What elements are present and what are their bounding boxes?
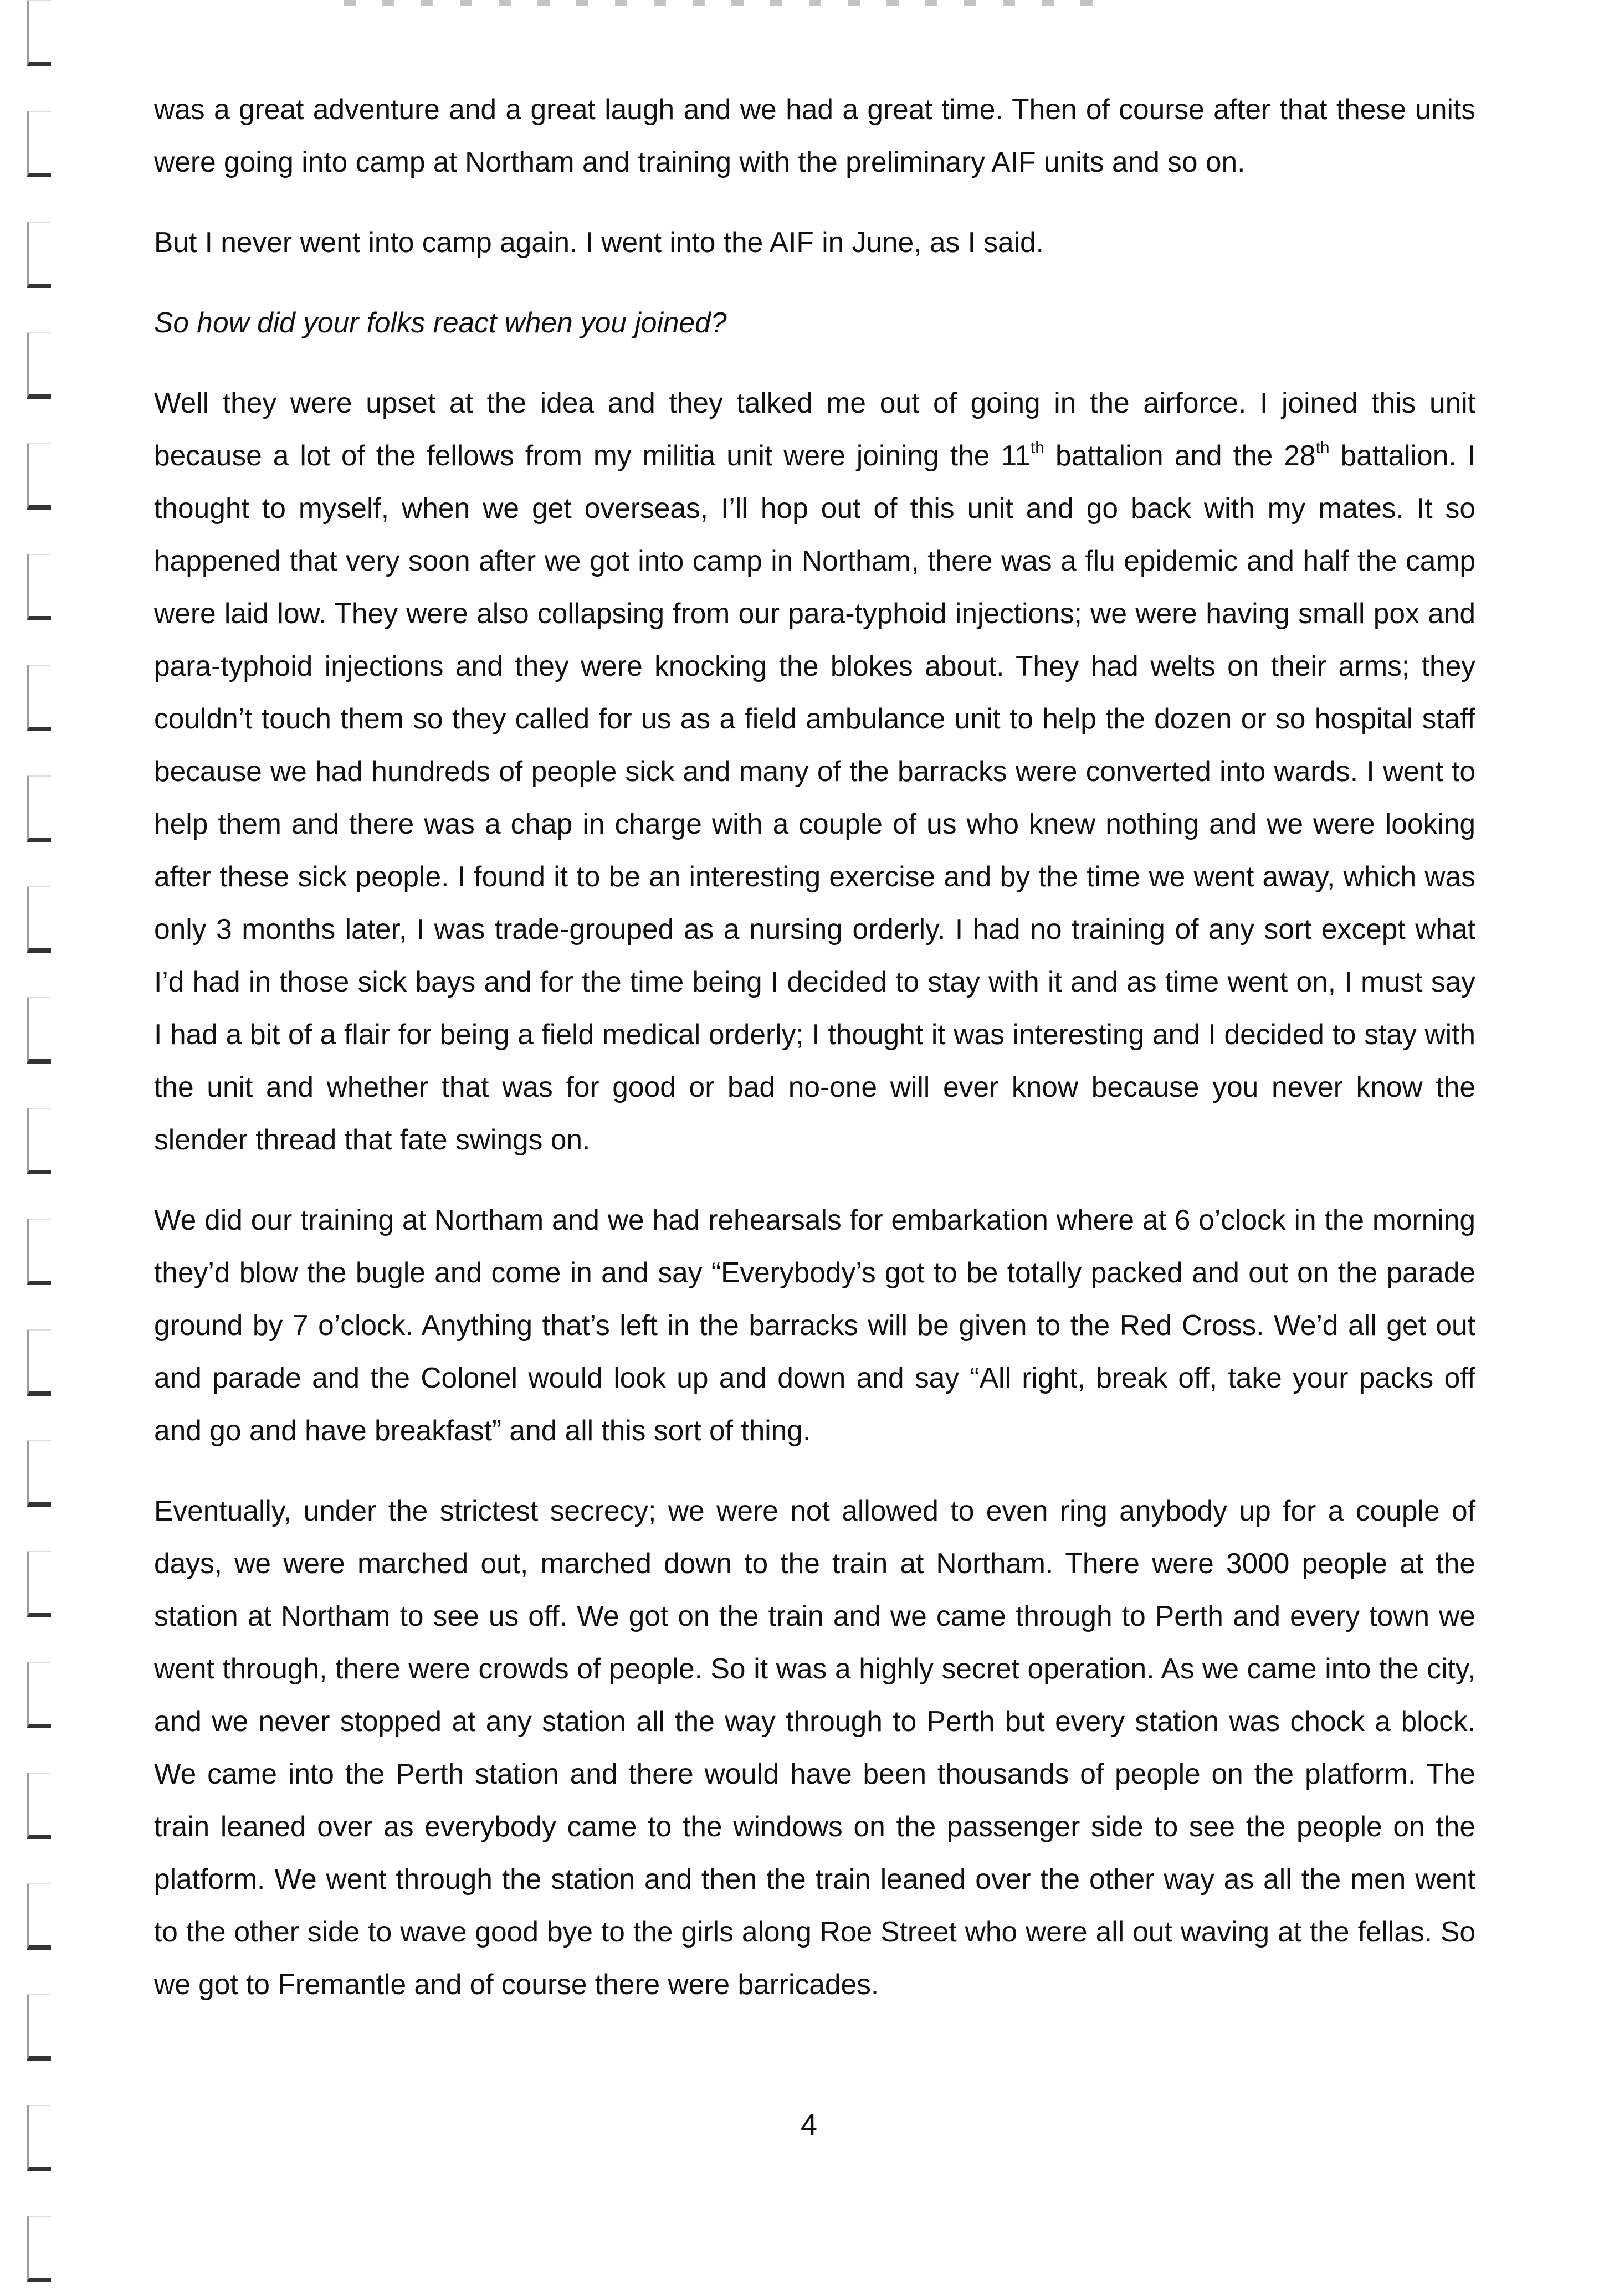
paragraph	[154, 377, 1475, 1166]
binding-mark	[27, 332, 51, 399]
paragraph-text: Well they were upset at the idea and they talked me out of going in the airforce. I joined this unit because a lot of the fellows from my militia unit were joining the 11	[154, 387, 1475, 471]
binding-mark	[27, 1108, 51, 1174]
binding-mark	[27, 1329, 51, 1396]
binding-mark	[27, 2216, 51, 2282]
binding-mark	[27, 775, 51, 842]
binding-mark	[27, 665, 51, 731]
binding-mark	[27, 1440, 51, 1507]
paragraph: Eventually, under the strictest secrecy; we were not allowed to even ring anybody up for a couple of days, we were marched out, marched down to the train at Northam. There were 3000 people at the station at Northam to see us off. We got on the train and we came through to Perth and every town we went through, there were crowds of people. So it was a highly secret operation. As we came into the city, and we never stopped at any station all the way through to Perth but every station was chock a block. We came into the Perth station and there would have been thousands of people on the platform. The train leaned over as everybody came to the windows on the passenger side to see the people on the platform. We went through the station and then the train leaned over the other way as all the men went to the other side to wave good bye to the girls along Roe Street who were all out waving at the fellas. So we got to Fremantle and of course there were barricades.	[154, 1494, 1475, 2000]
binding-mark	[27, 997, 51, 1064]
binding-mark	[27, 1662, 51, 1728]
scan-artifact-top	[344, 0, 1119, 6]
binding-mark	[27, 1219, 51, 1285]
binding-mark	[27, 1883, 51, 1950]
binding-mark	[27, 1773, 51, 1839]
paragraph: But I never went into camp again. I went into the AIF in June, as I said.	[154, 226, 1044, 258]
binding-marks	[17, 0, 55, 2296]
paragraph-text: battalion and the 28	[1044, 439, 1316, 471]
page-number: 4	[800, 2108, 818, 2141]
binding-mark	[27, 1994, 51, 2061]
paragraph-text: battalion. I thought to myself, when we get overseas, I’ll hop out of this unit and go back with my mates. It so happened that very soon after we got into camp in Northam, there was a flu epidemic and half the camp were laid low. They were also collapsing from our para-typhoid injections; we were having small pox and para-typhoid injections and they were knocking the blokes about. They had welts on their arms; they couldn’t touch them so they called for us as a field ambulance unit to help the dozen or so hospital staff because we had hundreds of people sick and many of the barracks were converted into wards. I went to help them and there was a chap in charge with a couple of us who knew nothing and we were looking after these sick people. I found it to be an interesting exercise and by the time we went away, which was only 3 months later, I was trade-grouped as a nursing orderly. I had no training of any sort except what I’d had in those sick bays and for the time being I decided to stay with it and as time went on, I must say I had a bit of a flair for being a field medical orderly; I thought it was interesting and I decided to stay with the unit and whether that was for good or bad no-one will ever know because you never know the slender thread that fate swings on.	[154, 439, 1475, 1155]
paragraph: was a great adventure and a great laugh and we had a great time. Then of course after that these units were going into camp at Northam and training with the preliminary AIF units and so on.	[154, 93, 1475, 178]
binding-mark	[27, 443, 51, 510]
paragraph: We did our training at Northam and we had rehearsals for embarkation where at 6 o’clock in the morning they’d blow the bugle and come in and say “Everybody’s got to be totally packed and out on the parade ground by 7 o’clock. Anything that’s left in the barracks will be given to the Red Cross. We’d all get out and parade and the Colonel would look up and down and say “All right, break off, take your packs off and go and have breakfast” and all this sort of thing.	[154, 1204, 1475, 1446]
binding-mark	[27, 554, 51, 620]
transcript-body	[154, 83, 1475, 2038]
binding-mark	[27, 0, 51, 66]
binding-mark	[27, 886, 51, 953]
interviewer-question: So how did your folks react when you joined?	[154, 306, 727, 338]
binding-mark	[27, 111, 51, 177]
ordinal-suffix: th	[1030, 439, 1044, 457]
binding-mark	[27, 2105, 51, 2171]
ordinal-suffix: th	[1315, 439, 1330, 457]
binding-mark	[27, 1551, 51, 1617]
binding-mark	[27, 222, 51, 288]
